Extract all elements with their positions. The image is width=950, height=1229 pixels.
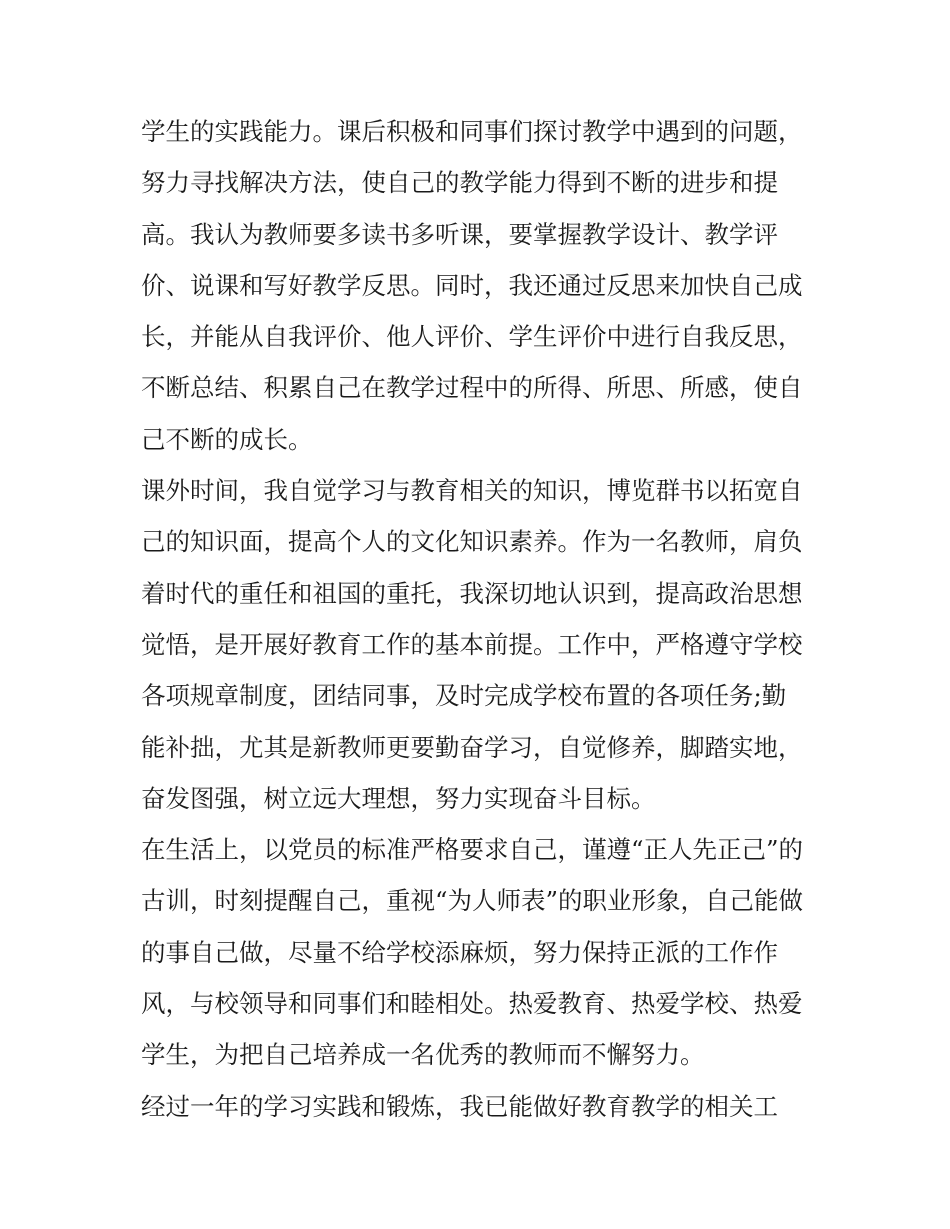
- text-line: 觉悟，是开展好教育工作的基本前提。工作中，严格遵守学校: [141, 629, 803, 659]
- text-line: 能补拙，尤其是新教师更要勤奋学习，自觉修养，脚踏实地，: [141, 732, 803, 762]
- text-line: 古训，时刻提醒自己，重视“为人师表”的职业形象，自己能做: [141, 886, 804, 916]
- text-line: 在生活上，以党员的标准严格要求自己，谨遵“正人先正己”的: [141, 835, 804, 865]
- text-line: 风，与校领导和同事们和睦相处。热爱教育、热爱学校、热爱: [141, 989, 803, 1019]
- text-line: 己不断的成长。: [141, 424, 313, 454]
- text-line: 学生的实践能力。课后积极和同事们探讨教学中遇到的问题，: [141, 117, 803, 146]
- text-line: 学生，为把自己培养成一名优秀的教师而不懈努力。: [141, 1040, 705, 1070]
- text-line: 课外时间，我自觉学习与教育相关的知识，博览群书以拓宽自: [141, 476, 803, 506]
- text-line: 的事自己做，尽量不给学校添麻烦，努力保持正派的工作作: [141, 937, 778, 967]
- text-line: 价、说课和写好教学反思。同时，我还通过反思来加快自己成: [141, 270, 803, 300]
- document-body: [141, 106, 831, 1132]
- text-line: 奋发图强，树立远大理想，努力实现奋斗目标。: [141, 783, 656, 813]
- text-line: 己的知识面，提高个人的文化知识素养。作为一名教师，肩负: [141, 527, 803, 557]
- text-line: 努力寻找解决方法，使自己的教学能力得到不断的进步和提: [141, 168, 778, 198]
- text-line: 长，并能从自我评价、他人评价、学生评价中进行自我反思，: [141, 322, 803, 352]
- text-line: 经过一年的学习实践和锻炼，我已能做好教育教学的相关工: [141, 1091, 778, 1121]
- text-line: 高。我认为教师要多读书多听课，要掌握教学设计、教学评: [141, 219, 778, 249]
- text-line: 着时代的重任和祖国的重托，我深切地认识到，提高政治思想: [141, 578, 803, 608]
- text-line: 各项规章制度，团结同事，及时完成学校布置的各项任务;勤: [141, 681, 787, 711]
- text-line: 不断总结、积累自己在教学过程中的所得、所思、所感，使自: [141, 373, 803, 403]
